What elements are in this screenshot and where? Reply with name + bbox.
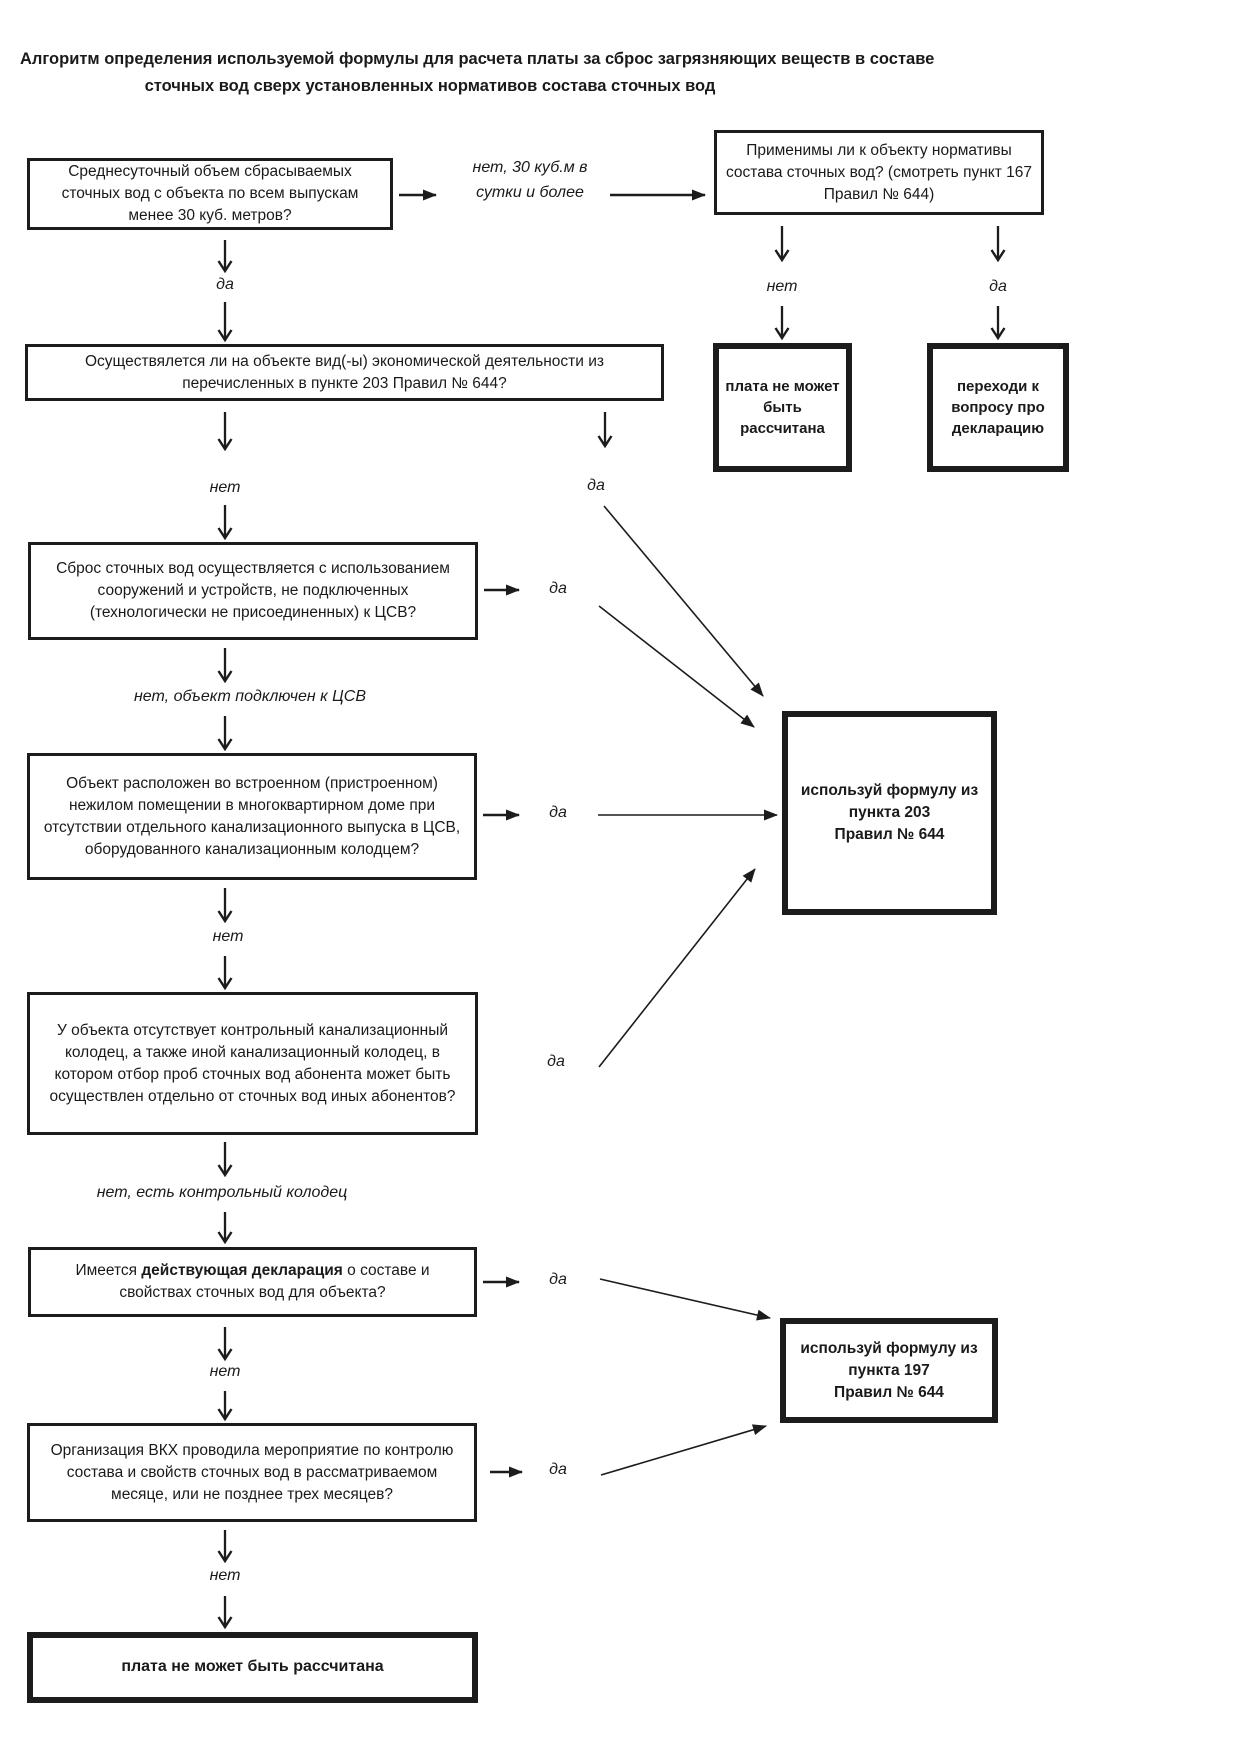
- label-norms-no: нет: [766, 278, 798, 295]
- q2-economic-activity-box: [25, 344, 664, 401]
- q7-text: Организация ВКХ проводила мероприятие по контролю состава и свойств сточных вод в рассматриваемом месяце, или не позднее трех месяцев?: [50, 1441, 454, 1503]
- q6-text-suffix: о составе и свойствах сточных вод для объекта?: [119, 1262, 430, 1301]
- label-q6-yes: да: [549, 1271, 567, 1288]
- page-title-line2: сточных вод сверх установленных нормативов состава сточных вод: [144, 77, 716, 96]
- norms-applicable-text: Применимы ли к объекту нормативы состава сточных вод? (смотреть пункт 167 Правил № 644): [725, 141, 1032, 203]
- q7-vkh-control-event-box: [27, 1423, 477, 1522]
- arrow-q7-yes-to-formula197: [601, 1426, 766, 1475]
- q5-no-control-well-box: [27, 992, 478, 1135]
- label-q1-no-30cubic: нет, 30 куб.м в сутки и более: [472, 159, 588, 201]
- no-payment-right-box: [713, 343, 852, 472]
- label-q6-no: нет: [209, 1363, 241, 1380]
- label-q4-no: нет: [212, 928, 244, 945]
- q4-text: Объект расположен во встроенном (пристроенном) нежилом помещении в многоквартирном доме при отсутствии отдельного канализационного выпуска в ЦСВ, оборудованного канализационным колодцем?: [43, 774, 461, 858]
- q2-text: Осуществялется ли на объекте вид(-ы) экономической деятельности из перечисленных в пункте 203 Правил № 644?: [85, 352, 604, 392]
- label-q7-yes: да: [549, 1461, 567, 1478]
- formula-197-line1: используй формулу из: [800, 1339, 978, 1357]
- label-q2-yes: да: [587, 477, 605, 494]
- q6-text: [39, 1260, 466, 1304]
- q6-active-declaration-box: [28, 1247, 477, 1317]
- page-title: [20, 46, 935, 100]
- formula-197-text: [800, 1338, 977, 1404]
- label-norms-yes: да: [989, 278, 1007, 295]
- q6-text-bold: действующая декларация: [141, 1262, 343, 1279]
- label-q3-yes: да: [549, 580, 567, 597]
- final-no-payment-text: плата не может быть рассчитана: [121, 1658, 384, 1676]
- label-q4-yes: да: [549, 804, 567, 821]
- q1-avg-daily-volume-box: [27, 158, 393, 230]
- arrow-q3-yes-to-formula203: [599, 606, 754, 727]
- formula-197-line3: Правил № 644: [834, 1383, 944, 1401]
- formula-203-line2: пункта 203: [848, 804, 931, 821]
- go-to-declaration-text: переходи к вопросу про декларацию: [951, 377, 1045, 438]
- formula-197-line2: пункта 197: [848, 1361, 930, 1379]
- formula-203-box: [782, 711, 997, 915]
- norms-applicable-box: [714, 130, 1044, 215]
- arrow-q6-yes-to-formula197: [600, 1279, 770, 1318]
- q3-text: Сброс сточных вод осуществляется с использованием сооружений и устройств, не подключенных (технологически не присоединенных) к ЦСВ?: [56, 560, 450, 621]
- label-q1-yes: да: [216, 276, 234, 293]
- label-q5-yes: да: [547, 1053, 565, 1070]
- arrow-q2-yes-to-formula203: [604, 506, 763, 696]
- label-q3-no-connected: нет, объект подключен к ЦСВ: [134, 688, 366, 705]
- q6-text-prefix: Имеется: [75, 1262, 142, 1279]
- q1-text: Среднесуточный объем сбрасываемых сточных вод с объекта по всем выпускам менее 30 куб. метров?: [61, 163, 359, 224]
- no-payment-right-text: плата не может быть рассчитана: [725, 377, 840, 438]
- page-title-line1: Алгоритм определения используемой формулы для расчета платы за сброс загрязняющих веществ в составе: [20, 50, 935, 68]
- arrow-q5-yes-to-formula203: [599, 869, 755, 1067]
- formula-203-text: [801, 780, 978, 846]
- label-q7-no: нет: [209, 1567, 241, 1584]
- formula-203-line3: Правил № 644: [834, 826, 945, 843]
- label-q5-no-control-well: нет, есть контрольный колодец: [96, 1184, 348, 1201]
- q4-built-in-premises-box: [27, 753, 477, 880]
- go-to-declaration-box: [927, 343, 1069, 472]
- q5-text: У объекта отсутствует контрольный канализационный колодец, а также иной канализационный колодец, в котором отбор проб сточных вод абонента может быть осуществлен отдельно от сточных вод иных абонентов?: [49, 1021, 456, 1105]
- final-no-payment-box: [27, 1632, 478, 1703]
- formula-197-box: [780, 1318, 998, 1423]
- formula-203-line1: используй формулу из: [800, 782, 979, 799]
- q3-not-connected-structures-box: [28, 542, 478, 640]
- label-q2-no: нет: [209, 479, 241, 496]
